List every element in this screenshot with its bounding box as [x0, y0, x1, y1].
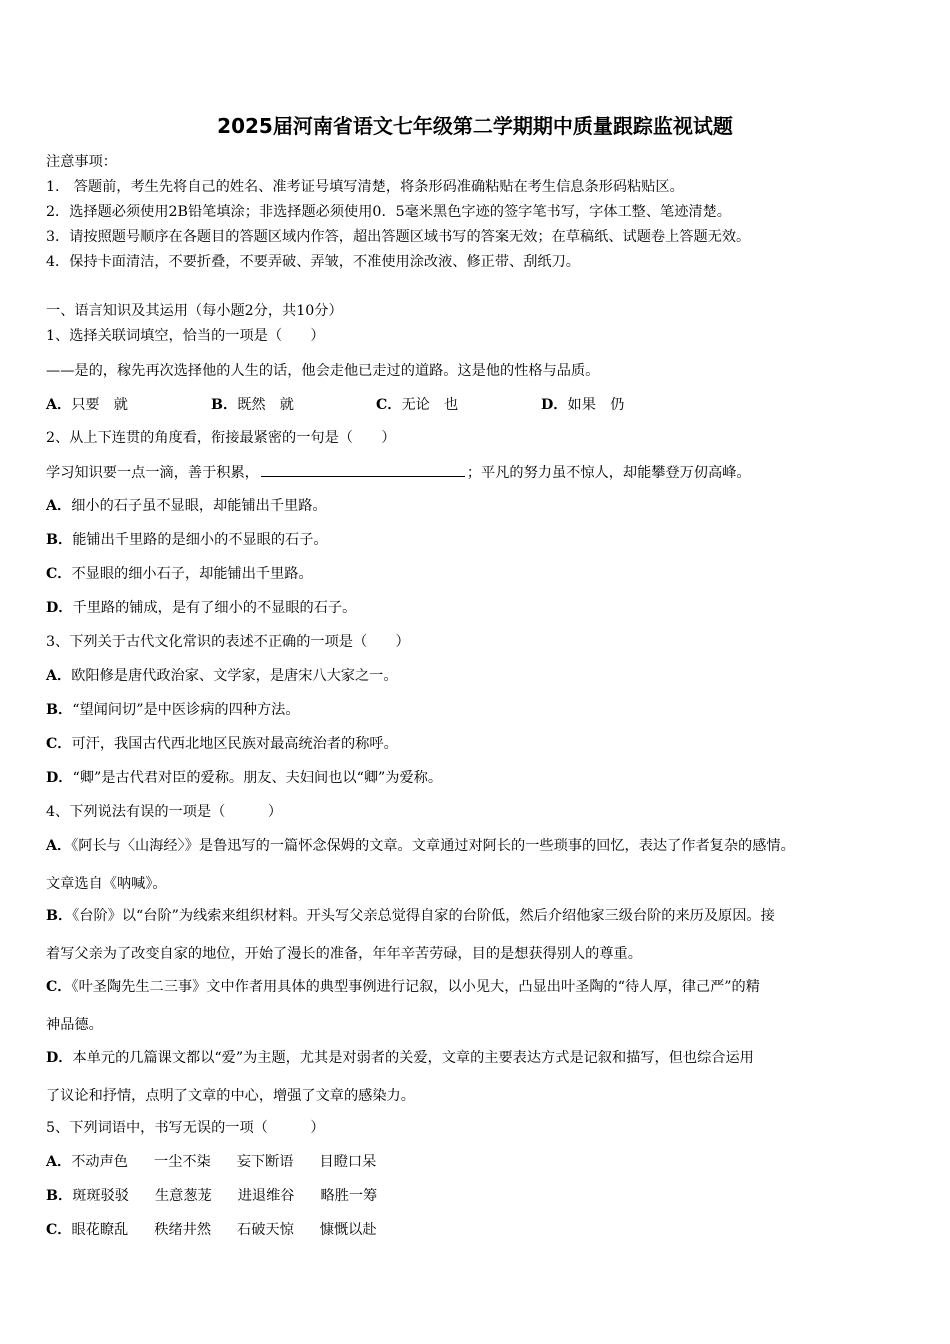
option-continuation: 文章选自《呐喊》。 [46, 876, 167, 892]
option: D．如果 仍 [541, 397, 625, 413]
fill-blank [261, 462, 465, 477]
question-stem: 2、从上下连贯的角度看，衔接最紧密的一句是（ ） [46, 430, 396, 446]
option: A．《阿长与〈山海经〉》是鲁迅写的一篇怀念保姆的文章。文章通过对阿长的一些琐事的回忆，表达了作者复杂的感情。 [46, 838, 795, 854]
question-stem: 4、下列说法有误的一项是（ ） [46, 804, 283, 820]
option: C．可汗，我国古代西北地区民族对最高统治者的称呼。 [46, 736, 398, 752]
option: A．细小的石子虽不显眼，却能铺出千里路。 [46, 498, 327, 514]
question-stem: 5、下列词语中，书写无误的一项（ ） [46, 1120, 325, 1136]
question-stem: 1、选择关联词填空，恰当的一项是（ ） [46, 328, 325, 344]
question-text: ——是的，稼先再次选择他的人生的话，他会走他已走过的道路。这是他的性格与品质。 [46, 363, 600, 379]
option: D．千里路的铺成，是有了细小的不显眼的石子。 [46, 600, 357, 616]
option: A．欧阳修是唐代政治家、文学家，是唐宋八大家之一。 [46, 668, 398, 684]
question-text: 学习知识要一点一滴，善于积累， ；平凡的努力虽不惊人，却能攀登万仞高峰。 [46, 462, 751, 483]
question-stem: 3、下列关于古代文化常识的表述不正确的一项是（ ） [46, 634, 410, 650]
option: C．眼花瞭乱 秩绪井然 石破天惊 慷慨以赴 [46, 1222, 377, 1238]
option: B．能铺出千里路的是细小的不显眼的石子。 [46, 532, 328, 548]
notice-item: 1. 答题前，考生先将自己的姓名、准考证号填写清楚，将条形码准确粘贴在考生信息条形码粘贴区。 [46, 179, 684, 195]
option: A．不动声色 一尘不柒 妄下断语 目瞪口呆 [46, 1154, 377, 1170]
option: A．只要 就 [46, 397, 128, 413]
option: C．《叶圣陶先生二三事》文中作者用具体的典型事例进行记叙，以小见大，凸显出叶圣陶的“待人厚，律己严”的精 [46, 979, 760, 995]
notice-heading: 注意事项： [46, 154, 117, 170]
notice-item: 4．保持卡面清洁，不要折叠，不要弄破、弄皱，不准使用涂改液、修正带、刮纸刀。 [46, 254, 580, 270]
option-row [46, 395, 624, 415]
notice-item: 2．选择题必须使用2B铅笔填涂；非选择题必须使用0．5毫米黑色字迹的签字笔书写，字体工整、笔迹清楚。 [46, 204, 731, 220]
page-title: 2025届河南省语文七年级第二学期期中质量跟踪监视试题 [217, 114, 733, 138]
option: D．“卿”是古代君对臣的爱称。朋友、夫妇间也以“卿”为爱称。 [46, 770, 443, 786]
option: B．斑斑驳驳 生意葱茏 进退维谷 略胜一筹 [46, 1188, 378, 1204]
option: D．本单元的几篇课文都以“爱”为主题，尤其是对弱者的关爱，文章的主要表达方式是记叙和描写，但也综合运用 [46, 1050, 754, 1066]
option-continuation: 着写父亲为了改变自家的地位，开始了漫长的准备，年年辛苦劳碌，目的是想获得别人的尊重。 [46, 946, 642, 962]
notice-item: 3．请按照题号顺序在各题目的答题区域内作答，超出答题区域书写的答案无效；在草稿纸、试题卷上答题无效。 [46, 229, 751, 245]
option: B．既然 就 [211, 397, 294, 413]
option: C．不显眼的细小石子，却能铺出千里路。 [46, 566, 313, 582]
option: B．“望闻问切”是中医诊病的四种方法。 [46, 702, 300, 718]
section-heading: 一、语言知识及其运用（每小题2分，共10分） [46, 303, 343, 319]
option-continuation: 神品德。 [46, 1017, 103, 1033]
option: C．无论 也 [376, 397, 459, 413]
option: B．《台阶》以“台阶”为线索来组织材料。开头写父亲总觉得自家的台阶低，然后介绍他家三级台阶的来历及原因。接 [46, 908, 775, 924]
option-continuation: 了议论和抒情，点明了文章的中心，增强了文章的感染力。 [46, 1088, 415, 1104]
